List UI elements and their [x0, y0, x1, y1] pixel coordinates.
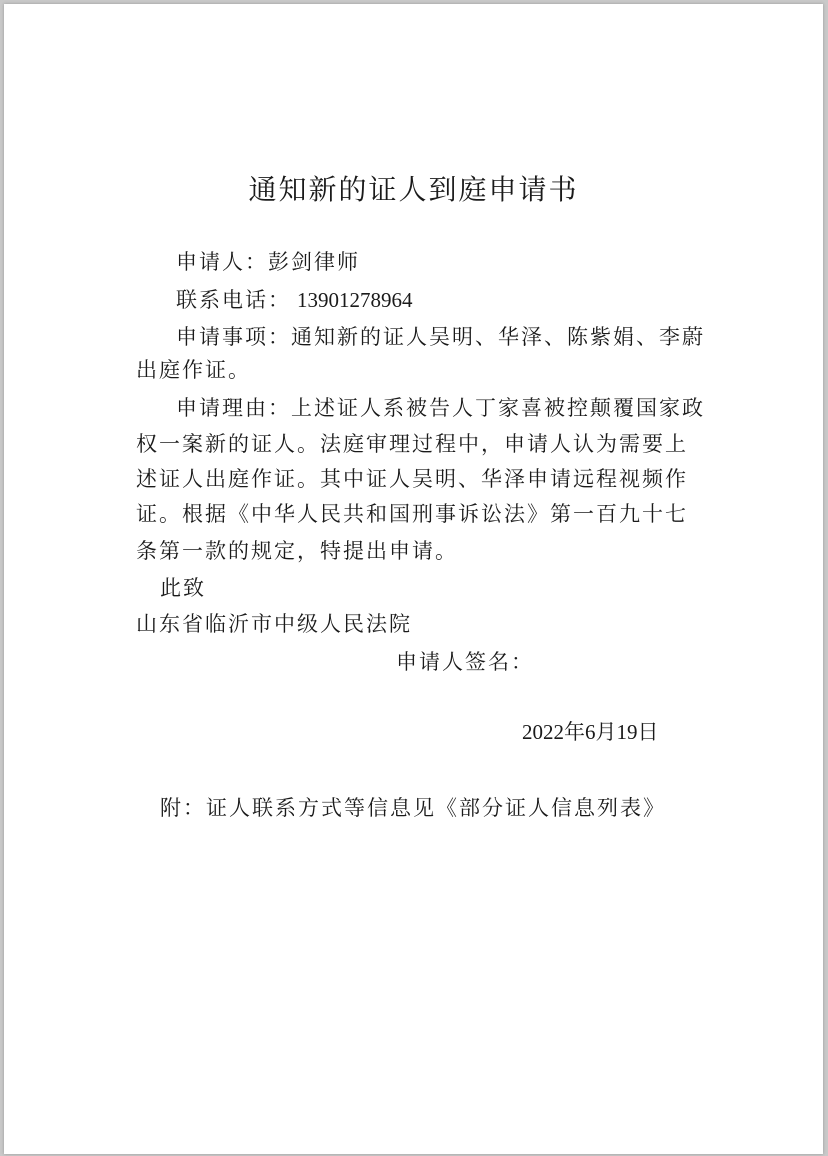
- reason-line-4: 证。根据《中华人民共和国刑事诉讼法》第一百九十七: [136, 502, 688, 526]
- phone-label: 联系电话：: [176, 288, 291, 312]
- salutation: 此致: [160, 576, 206, 600]
- applicant-value: 彭剑律师: [268, 250, 360, 274]
- phone-value: 13901278964: [297, 288, 413, 312]
- applicant-label: 申请人：: [176, 250, 268, 274]
- reason-line-3: 述证人出庭作证。其中证人吴明、华泽申请远程视频作: [136, 467, 688, 491]
- attachment-note: 附：证人联系方式等信息见《部分证人信息列表》: [160, 796, 666, 820]
- matter-line-1: 申请事项：通知新的证人吴明、华泽、陈紫娟、李蔚: [176, 325, 705, 349]
- applicant-line: [176, 246, 360, 276]
- court-name: 山东省临沂市中级人民法院: [136, 612, 412, 636]
- reason-line-5: 条第一款的规定，特提出申请。: [136, 539, 458, 563]
- signature-label: 申请人签名：: [396, 650, 534, 674]
- reason-line-1: 申请理由：上述证人系被告人丁家喜被控颠覆国家政: [176, 396, 705, 420]
- matter-line-2: 出庭作证。: [136, 358, 251, 382]
- document-date: 2022年6月19日: [522, 720, 659, 744]
- document-page: [4, 4, 823, 1154]
- reason-line-2: 权一案新的证人。法庭审理过程中，申请人认为需要上: [136, 432, 688, 456]
- document-title: 通知新的证人到庭申请书: [248, 173, 579, 206]
- phone-line: [176, 284, 413, 314]
